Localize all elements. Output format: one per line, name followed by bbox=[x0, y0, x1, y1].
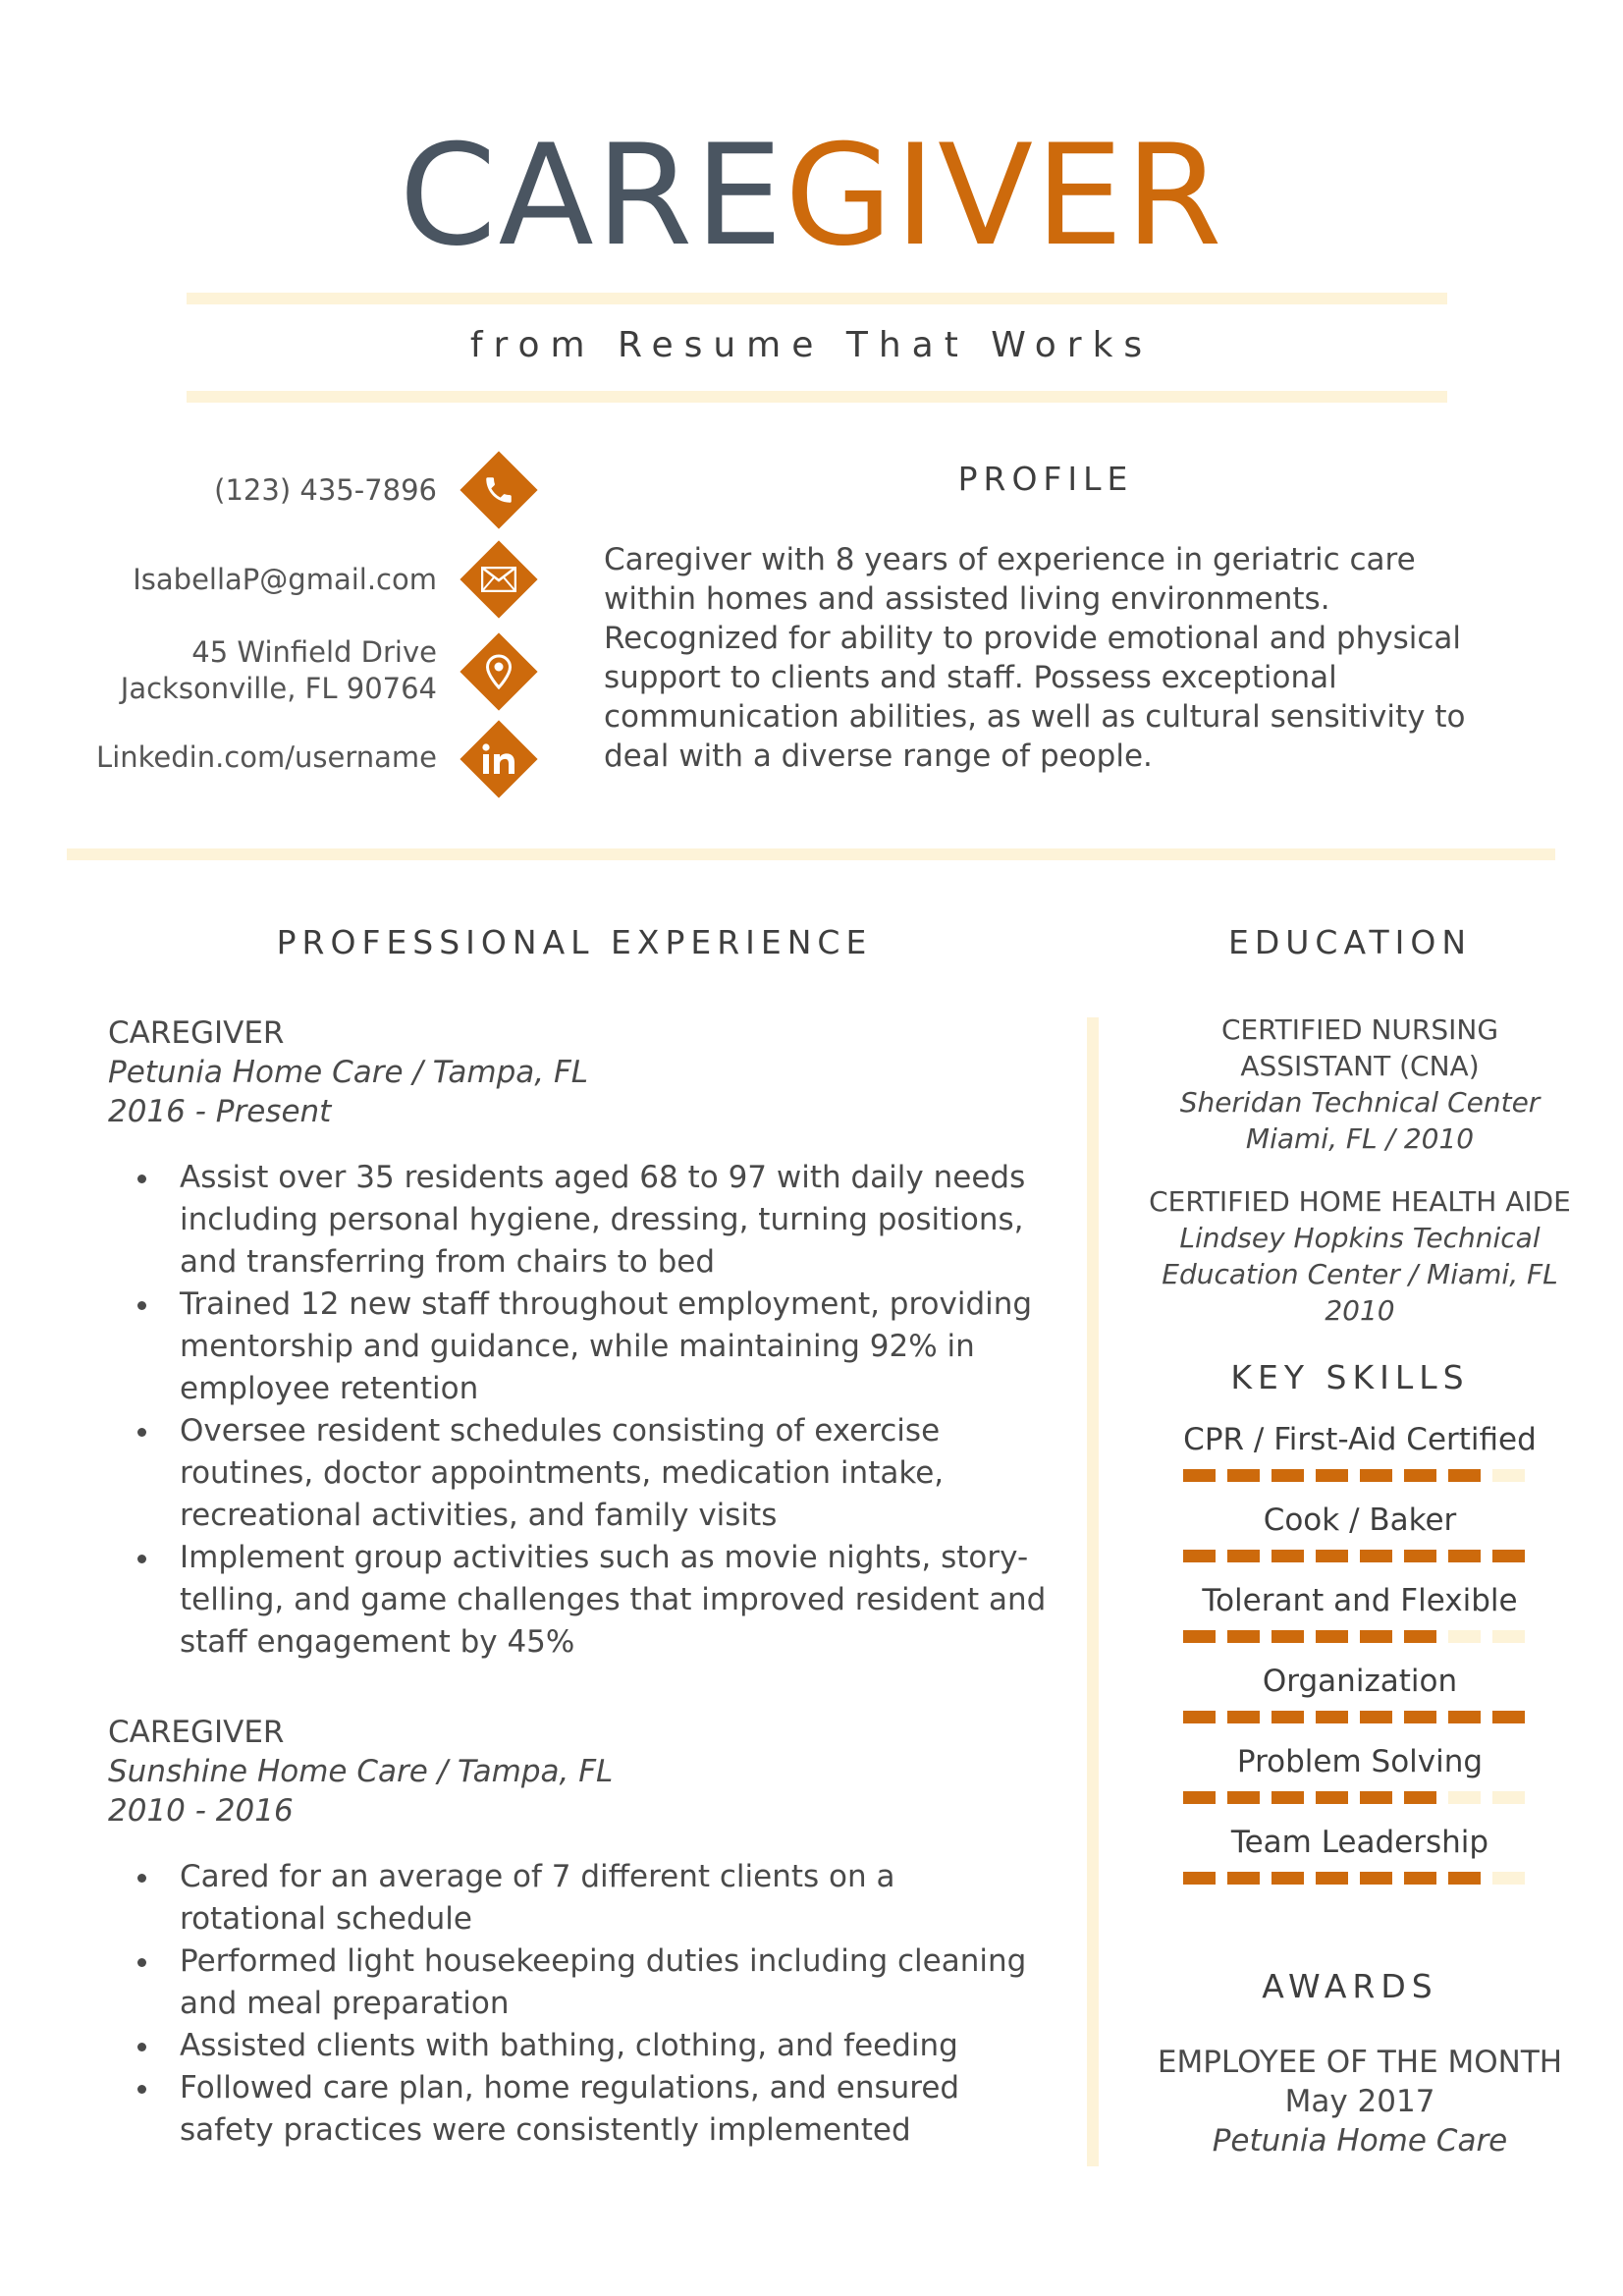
header-rule-top bbox=[187, 293, 1447, 304]
rating-segment-empty bbox=[1448, 1791, 1481, 1804]
rating-segment-filled bbox=[1404, 1711, 1436, 1723]
rating-segment-filled bbox=[1448, 1550, 1481, 1562]
education-heading: EDUCATION bbox=[1227, 923, 1473, 961]
education-entry bbox=[1129, 1183, 1591, 1329]
rating-segment-filled bbox=[1316, 1872, 1348, 1885]
skill-name: Problem Solving bbox=[1236, 1744, 1484, 1779]
rating-segment-filled bbox=[1316, 1550, 1348, 1562]
section-divider bbox=[67, 848, 1555, 860]
skill-rating-bar bbox=[1183, 1550, 1525, 1562]
awards-heading: AWARDS bbox=[1262, 1967, 1438, 2005]
rating-segment-filled bbox=[1227, 1550, 1260, 1562]
bullet-item: Implement group activities such as movie nights, story-telling, and game challenges that improved resident and staff engagement by 45% bbox=[180, 1537, 1051, 1664]
school-name: Education Center / Miami, FL bbox=[1162, 1258, 1558, 1290]
title-part-giver: GIVER bbox=[784, 115, 1224, 277]
award-date: May 2017 bbox=[1284, 2084, 1435, 2119]
skill-rating-bar bbox=[1183, 1791, 1525, 1804]
skill-rating-bar bbox=[1183, 1711, 1525, 1723]
contact-phone: (123) 435-7896 bbox=[214, 473, 437, 507]
job-entry bbox=[108, 1013, 1051, 1664]
rating-segment-filled bbox=[1227, 1630, 1260, 1643]
job-employer: Petunia Home Care / Tampa, FL bbox=[108, 1055, 589, 1090]
degree-line: CERTIFIED NURSING bbox=[1220, 1013, 1499, 1046]
rating-segment-filled bbox=[1227, 1711, 1260, 1723]
subtitle: from Resume That Works bbox=[469, 325, 1154, 365]
rating-segment-filled bbox=[1227, 1872, 1260, 1885]
skills-heading: KEY SKILLS bbox=[1230, 1358, 1470, 1396]
resume-title bbox=[0, 115, 1623, 277]
school-name: Lindsey Hopkins Technical bbox=[1179, 1222, 1541, 1254]
degree-line: ASSISTANT (CNA) bbox=[1240, 1050, 1480, 1082]
column-divider bbox=[1087, 1017, 1099, 2166]
header-rule-bottom bbox=[187, 391, 1447, 403]
title-part-care: CARE bbox=[399, 115, 785, 277]
bullet-item: Cared for an average of 7 different clients on a rotational schedule bbox=[180, 1856, 1051, 1941]
address-line-1: 45 Winfield Drive bbox=[191, 635, 437, 669]
rating-segment-filled bbox=[1227, 1791, 1260, 1804]
award-title: EMPLOYEE OF THE MONTH bbox=[1157, 2045, 1563, 2080]
rating-segment-filled bbox=[1183, 1711, 1216, 1723]
rating-segment-filled bbox=[1404, 1791, 1436, 1804]
rating-segment-filled bbox=[1316, 1630, 1348, 1643]
rating-segment-filled bbox=[1404, 1872, 1436, 1885]
skill-name: Organization bbox=[1262, 1664, 1458, 1699]
skill-item bbox=[1129, 1420, 1591, 1501]
rating-segment-filled bbox=[1271, 1791, 1304, 1804]
rating-segment-filled bbox=[1404, 1469, 1436, 1482]
skill-name: Team Leadership bbox=[1230, 1825, 1489, 1860]
skill-item bbox=[1129, 1823, 1591, 1903]
rating-segment-filled bbox=[1360, 1469, 1392, 1482]
skill-item bbox=[1129, 1581, 1591, 1662]
rating-segment-filled bbox=[1183, 1469, 1216, 1482]
rating-segment-filled bbox=[1492, 1711, 1525, 1723]
bullet-item: Assist over 35 residents aged 68 to 97 with daily needs including personal hygiene, dressing, turning positions, and transferring from chairs to bed bbox=[180, 1157, 1051, 1284]
rating-segment-filled bbox=[1360, 1550, 1392, 1562]
job-title: CAREGIVER bbox=[108, 1715, 285, 1750]
skill-item bbox=[1129, 1662, 1591, 1742]
school-location: Miami, FL / 2010 bbox=[1245, 1122, 1475, 1155]
skill-rating-bar bbox=[1183, 1872, 1525, 1885]
contact-linkedin[interactable]: Linkedin.com/username bbox=[96, 740, 437, 774]
job-dates: 2010 - 2016 bbox=[108, 1793, 294, 1829]
job-bullets bbox=[108, 1856, 1051, 2152]
rating-segment-empty bbox=[1448, 1630, 1481, 1643]
bullet-item: Assisted clients with bathing, clothing, and feeding bbox=[180, 2025, 1051, 2067]
rating-segment-filled bbox=[1492, 1550, 1525, 1562]
job-entry bbox=[108, 1713, 1051, 2152]
skill-rating-bar bbox=[1183, 1469, 1525, 1482]
experience-heading: PROFESSIONAL EXPERIENCE bbox=[276, 923, 873, 961]
rating-segment-filled bbox=[1316, 1791, 1348, 1804]
rating-segment-filled bbox=[1448, 1872, 1481, 1885]
job-employer: Sunshine Home Care / Tampa, FL bbox=[108, 1754, 614, 1789]
rating-segment-filled bbox=[1448, 1711, 1481, 1723]
skill-name: Cook / Baker bbox=[1263, 1503, 1457, 1538]
skill-item bbox=[1129, 1742, 1591, 1823]
school-year: 2010 bbox=[1325, 1294, 1395, 1327]
rating-segment-filled bbox=[1183, 1630, 1216, 1643]
school-name: Sheridan Technical Center bbox=[1179, 1086, 1541, 1119]
job-title: CAREGIVER bbox=[108, 1015, 285, 1051]
bullet-item: Followed care plan, home regulations, and ensured safety practices were consistently implemented bbox=[180, 2067, 1051, 2152]
rating-segment-filled bbox=[1404, 1630, 1436, 1643]
rating-segment-filled bbox=[1360, 1791, 1392, 1804]
rating-segment-filled bbox=[1360, 1711, 1392, 1723]
job-dates: 2016 - Present bbox=[108, 1094, 332, 1129]
rating-segment-filled bbox=[1316, 1469, 1348, 1482]
rating-segment-filled bbox=[1271, 1872, 1304, 1885]
skill-item bbox=[1129, 1501, 1591, 1581]
contact-address bbox=[121, 634, 437, 707]
skill-name: Tolerant and Flexible bbox=[1202, 1583, 1518, 1618]
degree-line: CERTIFIED HOME HEALTH AIDE bbox=[1149, 1185, 1571, 1218]
rating-segment-filled bbox=[1271, 1711, 1304, 1723]
rating-segment-empty bbox=[1492, 1791, 1525, 1804]
rating-segment-filled bbox=[1316, 1711, 1348, 1723]
rating-segment-filled bbox=[1183, 1550, 1216, 1562]
rating-segment-empty bbox=[1492, 1630, 1525, 1643]
rating-segment-filled bbox=[1183, 1791, 1216, 1804]
rating-segment-empty bbox=[1492, 1469, 1525, 1482]
address-line-2: Jacksonville, FL 90764 bbox=[120, 672, 437, 705]
rating-segment-filled bbox=[1271, 1469, 1304, 1482]
bullet-item: Oversee resident schedules consisting of exercise routines, doctor appointments, medication intake, recreational activities, and family visits bbox=[180, 1410, 1051, 1537]
skill-name: CPR / First-Aid Certified bbox=[1183, 1422, 1537, 1457]
rating-segment-filled bbox=[1227, 1469, 1260, 1482]
education-entry bbox=[1129, 1011, 1591, 1157]
award-entry bbox=[1129, 2043, 1591, 2160]
rating-segment-filled bbox=[1271, 1550, 1304, 1562]
rating-segment-filled bbox=[1404, 1550, 1436, 1562]
skill-rating-bar bbox=[1183, 1630, 1525, 1643]
job-bullets bbox=[108, 1157, 1051, 1664]
rating-segment-filled bbox=[1183, 1872, 1216, 1885]
award-org: Petunia Home Care bbox=[1212, 2123, 1508, 2159]
rating-segment-filled bbox=[1360, 1630, 1392, 1643]
bullet-item: Performed light housekeeping duties including cleaning and meal preparation bbox=[180, 1941, 1051, 2025]
rating-segment-filled bbox=[1271, 1630, 1304, 1643]
skills-list bbox=[1129, 1420, 1591, 1903]
contact-email[interactable]: IsabellaP@gmail.com bbox=[133, 563, 437, 596]
bullet-item: Trained 12 new staff throughout employment, providing mentorship and guidance, while maintaining 92% in employee retention bbox=[180, 1284, 1051, 1410]
rating-segment-filled bbox=[1360, 1872, 1392, 1885]
rating-segment-filled bbox=[1448, 1469, 1481, 1482]
profile-text: Caregiver with 8 years of experience in geriatric care within homes and assisted living environments. Recognized for ability to provide emotional and physical support to clients and staff. Possess exceptional communication abilities, as well as cultural sensitivity to deal with a diverse range of people. bbox=[604, 542, 1466, 774]
rating-segment-empty bbox=[1492, 1872, 1525, 1885]
profile-heading: PROFILE bbox=[957, 460, 1134, 498]
